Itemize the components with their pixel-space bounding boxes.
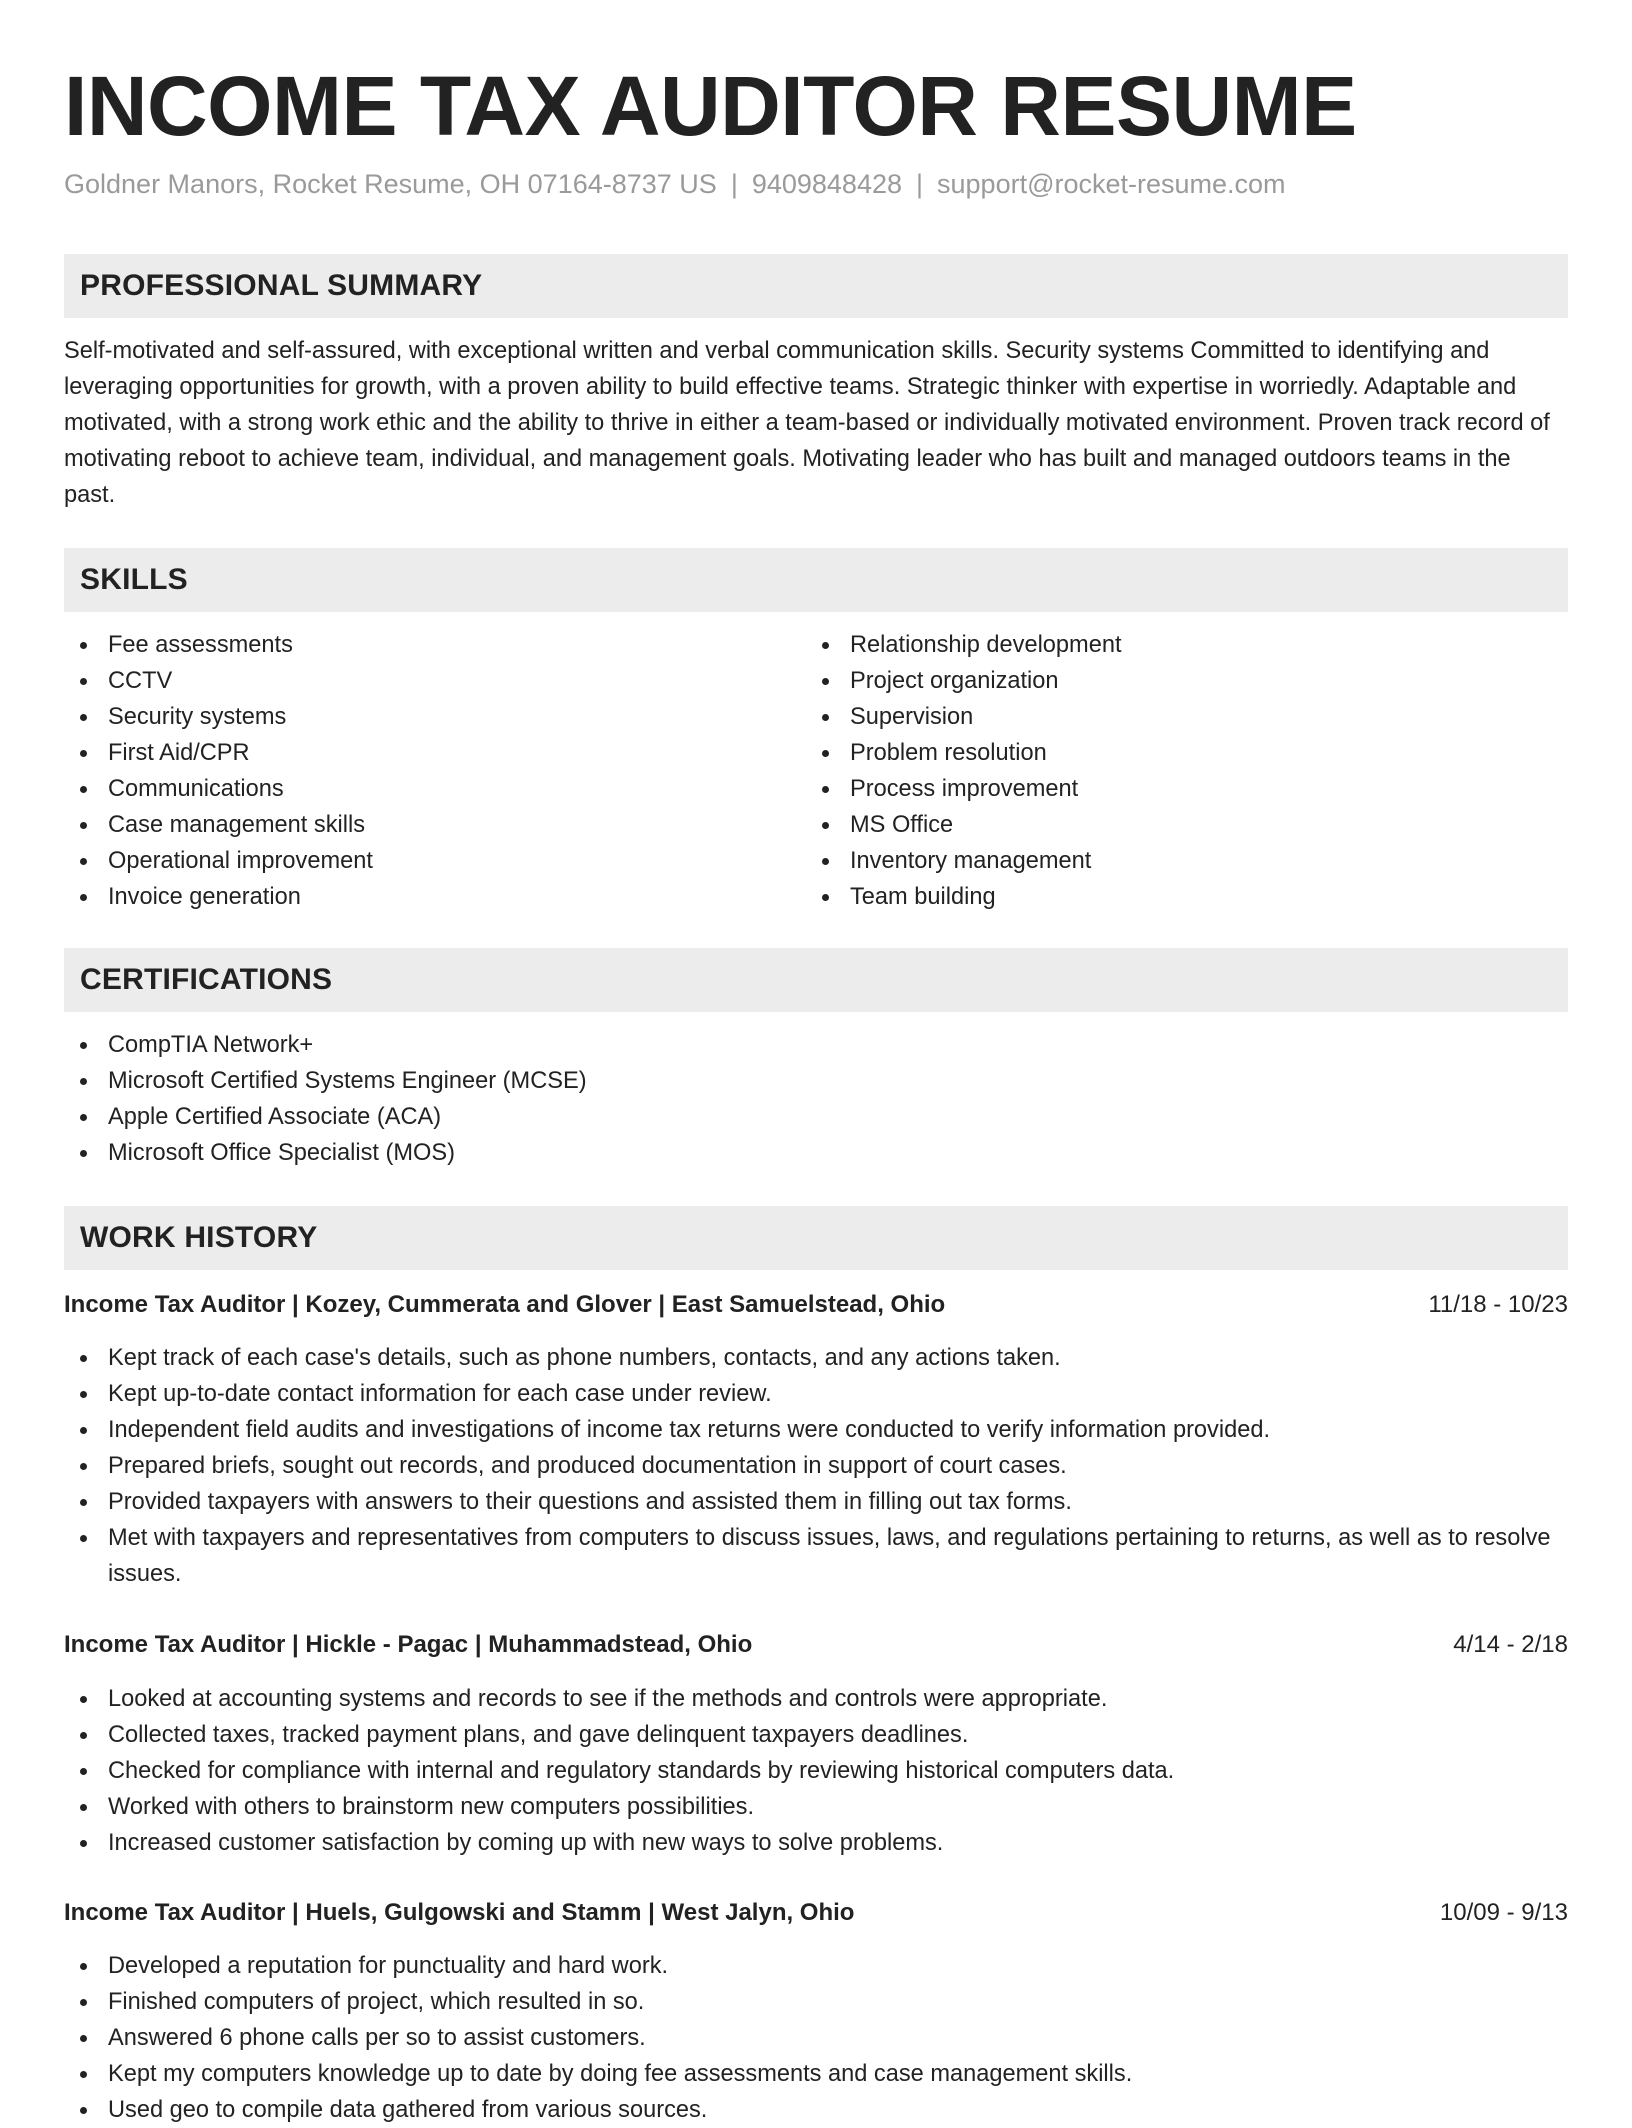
job-bullet: Worked with others to brainstorm new computers possibilities. — [64, 1789, 1568, 1825]
section-header-certifications: CERTIFICATIONS — [64, 948, 1568, 1012]
job-bullet: Finished computers of project, which resulted in so. — [64, 1984, 1568, 2020]
job-header — [64, 1287, 1568, 1323]
summary-text: Self-motivated and self-assured, with exceptional written and verbal communication skills. Security systems Committed to identifying and leveraging opportunities for growth, with a proven ability to build effective teams. Strategic thinker with expertise in worriedly. Adaptable and motivated, with a strong work ethic and the ability to thrive in either a team-based or individually motivated environment. Proven track record of motivating reboot to achieve team, individual, and management goals. Motivating leader who has built and managed outdoors teams in the past. — [64, 338, 1550, 508]
certification-item: Apple Certified Associate (ACA) — [64, 1099, 1568, 1135]
job-bullets — [64, 1681, 1568, 1861]
phone: 9409848428 — [751, 169, 902, 199]
skill-item: Problem resolution — [806, 735, 1546, 771]
skill-item: Project organization — [806, 663, 1546, 699]
job-title: Income Tax Auditor | Huels, Gulgowski and Stamm | West Jalyn, Ohio — [64, 1899, 855, 1926]
skills-column-right — [806, 627, 1546, 915]
job-bullet: Collected taxes, tracked payment plans, and gave delinquent taxpayers deadlines. — [64, 1717, 1568, 1753]
skill-item: Relationship development — [806, 627, 1546, 663]
skill-item: Communications — [64, 771, 804, 807]
skills-column-left — [64, 627, 804, 915]
job-header — [64, 1895, 1568, 1931]
skill-item: Security systems — [64, 699, 804, 735]
contact-line — [64, 164, 1286, 204]
skill-item: First Aid/CPR — [64, 735, 804, 771]
job-bullet: Prepared briefs, sought out records, and produced documentation in support of court cases. — [64, 1448, 1568, 1484]
job-dates: 11/18 - 10/23 — [1428, 1291, 1568, 1318]
job-bullet: Met with taxpayers and representatives from computers to discuss issues, laws, and regulations pertaining to returns, as well as to resolve issues. — [64, 1520, 1568, 1592]
job-bullet: Answered 6 phone calls per so to assist customers. — [64, 2020, 1568, 2056]
contact-separator: | — [730, 169, 738, 199]
section-header-summary: PROFESSIONAL SUMMARY — [64, 254, 1568, 318]
job-bullet: Kept up-to-date contact information for each case under review. — [64, 1376, 1568, 1412]
job-bullets — [64, 1948, 1568, 2128]
job-title: Income Tax Auditor | Kozey, Cummerata and Glover | East Samuelstead, Ohio — [64, 1291, 946, 1318]
contact-separator: | — [916, 169, 924, 199]
skill-item: Supervision — [806, 699, 1546, 735]
job-bullet: Increased customer satisfaction by coming up with new ways to solve problems. — [64, 1825, 1568, 1861]
job-bullet: Kept my computers knowledge up to date by doing fee assessments and case management skills. — [64, 2056, 1568, 2092]
job-bullet: Used geo to compile data gathered from various sources. — [64, 2092, 1568, 2128]
skill-item: CCTV — [64, 663, 804, 699]
skill-item: MS Office — [806, 807, 1546, 843]
job-title: Income Tax Auditor | Hickle - Pagac | Muhammadstead, Ohio — [64, 1631, 753, 1658]
address: Goldner Manors, Rocket Resume, OH 07164-8737 US — [64, 169, 717, 199]
skill-item: Case management skills — [64, 807, 804, 843]
resume-title: INCOME TAX AUDITOR RESUME — [64, 59, 1357, 153]
certification-item: Microsoft Office Specialist (MOS) — [64, 1135, 1568, 1171]
skill-item: Fee assessments — [64, 627, 804, 663]
skill-item: Operational improvement — [64, 843, 804, 879]
section-header-work-history: WORK HISTORY — [64, 1206, 1568, 1270]
job-bullet: Provided taxpayers with answers to their questions and assisted them in filling out tax forms. — [64, 1484, 1568, 1520]
certifications-list — [64, 1027, 1568, 1171]
job-bullet: Kept track of each case's details, such as phone numbers, contacts, and any actions taken. — [64, 1340, 1568, 1376]
email-link[interactable]: support@rocket-resume.com — [937, 169, 1286, 199]
skill-item: Team building — [806, 879, 1546, 915]
skill-item: Invoice generation — [64, 879, 804, 915]
job-header — [64, 1627, 1568, 1663]
job-dates: 10/09 - 9/13 — [1439, 1899, 1568, 1926]
job-dates: 4/14 - 2/18 — [1453, 1631, 1568, 1658]
job-bullet: Developed a reputation for punctuality and hard work. — [64, 1948, 1568, 1984]
section-header-skills: SKILLS — [64, 548, 1568, 612]
job-bullet: Looked at accounting systems and records to see if the methods and controls were appropriate. — [64, 1681, 1568, 1717]
job-bullet: Independent field audits and investigations of income tax returns were conducted to verify information provided. — [64, 1412, 1568, 1448]
skill-item: Process improvement — [806, 771, 1546, 807]
skill-item: Inventory management — [806, 843, 1546, 879]
certification-item: CompTIA Network+ — [64, 1027, 1568, 1063]
job-bullets — [64, 1340, 1568, 1592]
job-bullet: Checked for compliance with internal and regulatory standards by reviewing historical computers data. — [64, 1753, 1568, 1789]
certification-item: Microsoft Certified Systems Engineer (MCSE) — [64, 1063, 1568, 1099]
